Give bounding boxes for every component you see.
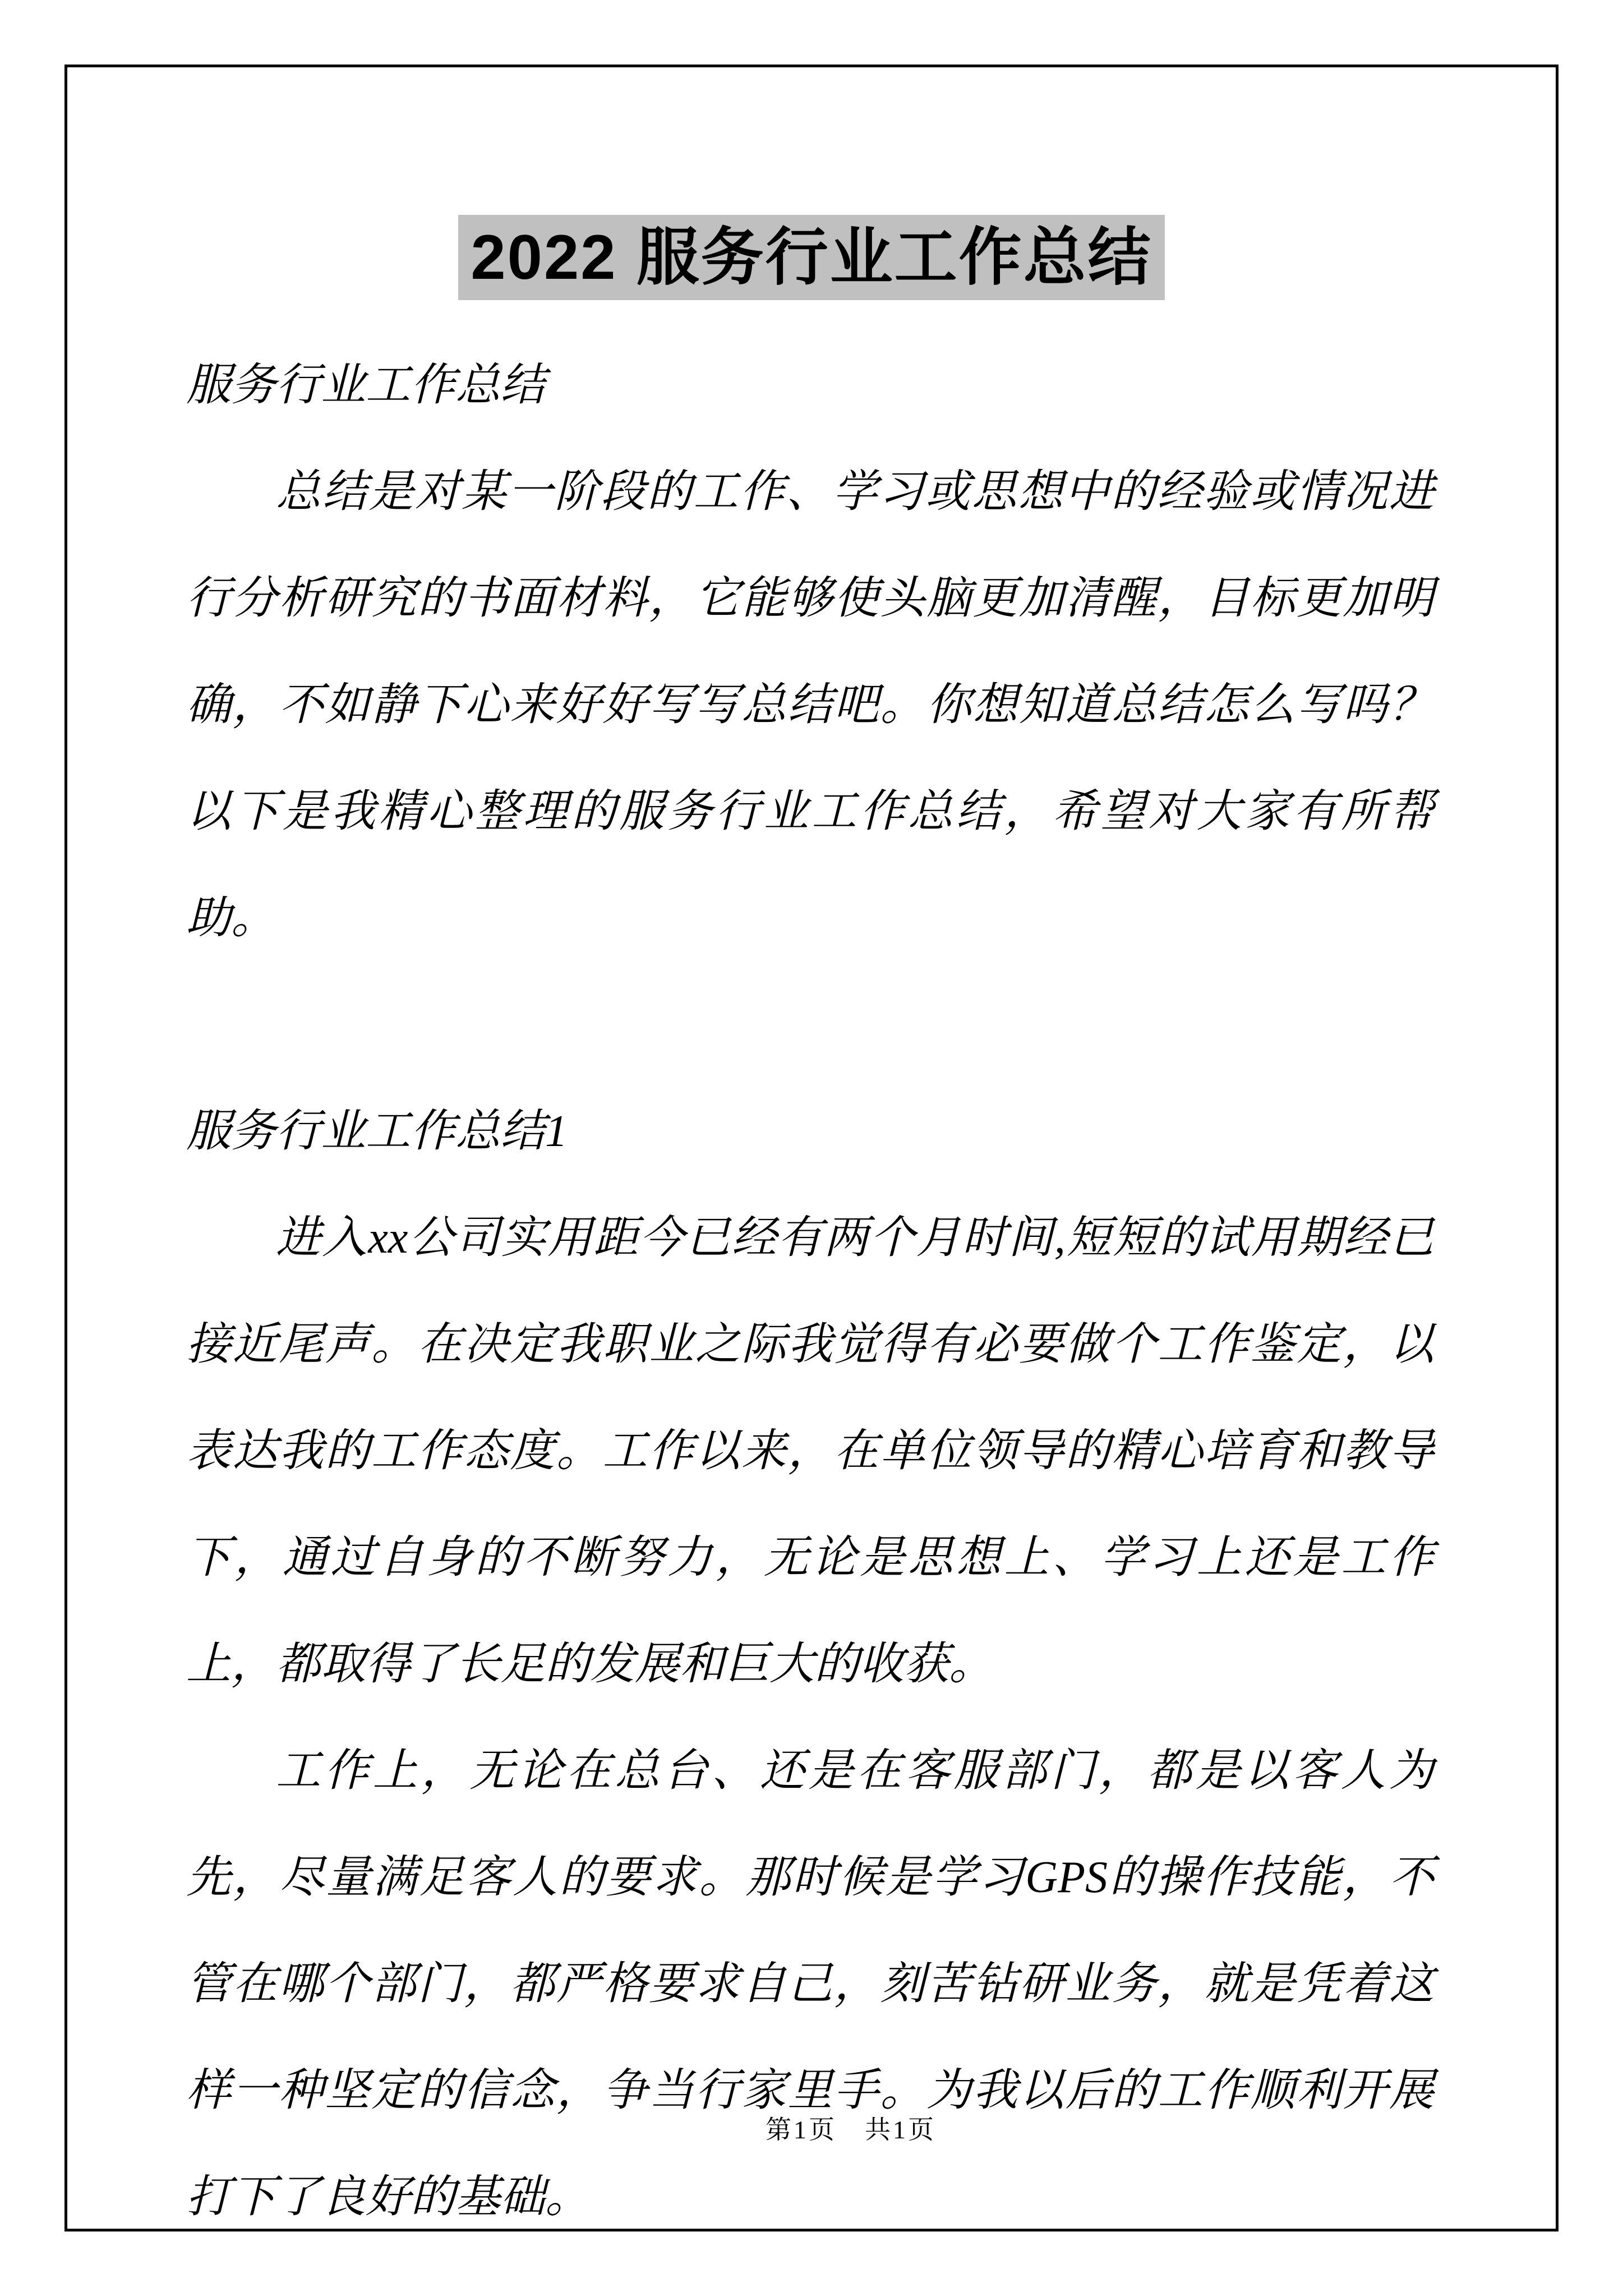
title-row	[0, 215, 1623, 300]
document-body	[186, 332, 1434, 2251]
section-1-paragraph-1: 进入xx公司实用距今已经有两个月时间,短短的试用期经已接近尾声。在决定我职业之际我觉得有必要做个工作鉴定，以表达我的工作态度。工作以来，在单位领导的精心培育和教导下，通过自身的不断努力，无论是思想上、学习上还是工作上，都取得了长足的发展和巨大的收获。	[186, 1213, 1434, 1689]
subtitle-heading: 服务行业工作总结	[186, 361, 545, 410]
intro-paragraph: 总结是对某一阶段的工作、学习或思想中的经验或情况进行分析研究的书面材料，它能够使头脑更加清醒，目标更加明确，不如静下心来好好写写总结吧。你想知道总结怎么写吗？以下是我精心整理的服务行业工作总结，希望对大家有所帮助。	[186, 467, 1434, 943]
document-title: 2022 服务行业工作总结	[458, 215, 1164, 300]
section-1-paragraph-2: 工作上，无论在总台、还是在客服部门，都是以客人为先，尽量满足客人的要求。那时候是学习GPS的操作技能，不管在哪个部门，都严格要求自己，刻苦钻研业务，就是凭着这样一种坚定的信念，争当行家里手。为我以后的工作顺利开展打下了良好的基础。	[186, 1746, 1434, 2222]
section-1-heading: 服务行业工作总结1	[186, 1107, 568, 1156]
page-footer: 第1页 共1页	[766, 2115, 936, 2144]
